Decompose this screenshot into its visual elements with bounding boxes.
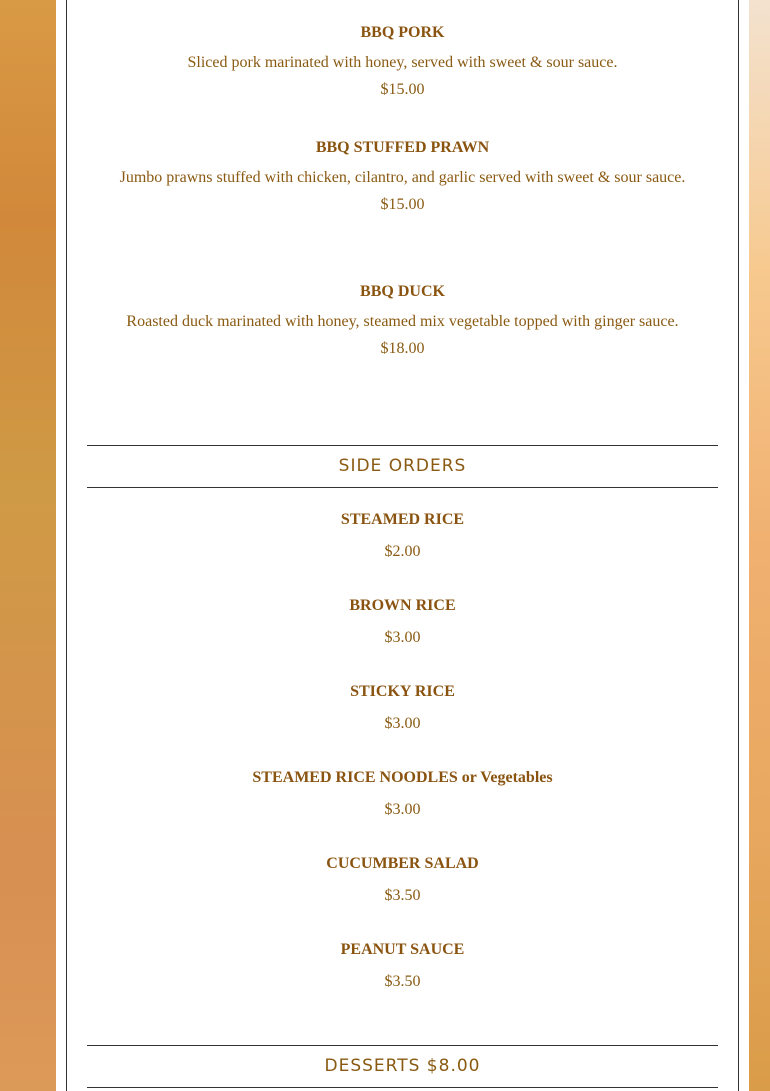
right-decorative-strip <box>749 0 770 1091</box>
menu-item <box>87 509 718 563</box>
menu-item-price: $3.00 <box>384 715 421 732</box>
section-header-side-orders: SIDE ORDERS <box>87 445 718 488</box>
menu-item <box>87 281 718 360</box>
menu-item-name: PEANUT SAUCE <box>340 941 465 958</box>
menu-item-price: $3.50 <box>384 973 421 990</box>
menu-item <box>87 681 718 735</box>
menu-item-name: CUCUMBER SALAD <box>326 855 479 872</box>
menu-item-price: $3.00 <box>384 629 421 646</box>
menu-item-name: BROWN RICE <box>349 597 456 614</box>
menu-item <box>87 939 718 993</box>
section-header-desserts: DESSERTS $8.00 <box>87 1045 718 1088</box>
menu-item <box>87 595 718 649</box>
left-decorative-strip <box>0 0 56 1091</box>
menu-item-description: Sliced pork marinated with honey, served with sweet & sour sauce. <box>187 54 618 71</box>
menu-item-name: STEAMED RICE NOODLES or Vegetables <box>252 769 553 786</box>
menu-item <box>87 137 718 216</box>
menu-item-name: STICKY RICE <box>350 683 455 700</box>
menu-item-price: $15.00 <box>380 81 425 98</box>
menu-item-price: $15.00 <box>380 196 425 213</box>
menu-item-price: $3.00 <box>384 801 421 818</box>
menu-item <box>87 22 718 101</box>
menu-item-price: $3.50 <box>384 887 421 904</box>
menu-item-description: Roasted duck marinated with honey, steamed mix vegetable topped with ginger sauce. <box>126 313 679 330</box>
menu-item-name: BBQ STUFFED PRAWN <box>315 139 490 156</box>
menu-item-name: BBQ DUCK <box>360 283 445 300</box>
menu-item-price: $2.00 <box>384 543 421 560</box>
menu-item-name: BBQ PORK <box>360 24 445 41</box>
menu-item-price: $18.00 <box>380 340 425 357</box>
menu-item <box>87 853 718 907</box>
menu-item-name: STEAMED RICE <box>340 511 465 528</box>
menu-item <box>87 767 718 821</box>
menu-item-description: Jumbo prawns stuffed with chicken, cilantro, and garlic served with sweet & sour sauce. <box>119 169 686 186</box>
